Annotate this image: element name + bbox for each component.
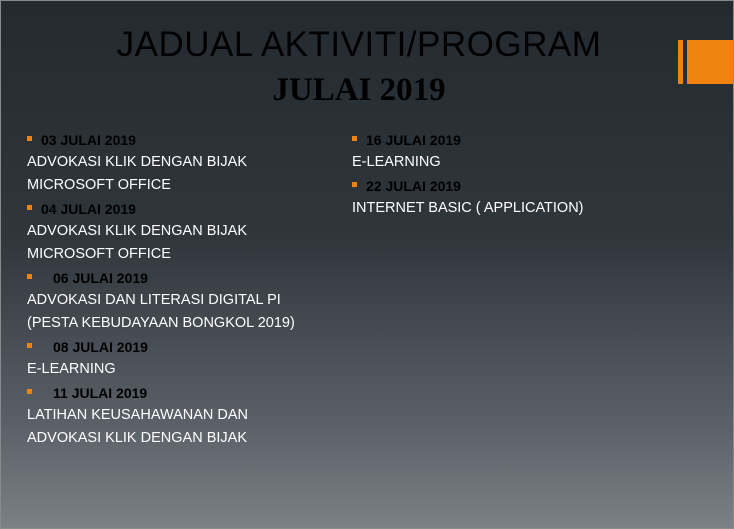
- activity-text: (PESTA KEBUDAYAAN BONGKOL 2019): [27, 315, 295, 331]
- date-line: [27, 335, 295, 358]
- bullet-square-icon: [27, 274, 32, 279]
- entry-date: 04 JULAI 2019: [41, 200, 136, 217]
- activity-text: E-LEARNING: [352, 154, 441, 170]
- date-line: [352, 174, 584, 197]
- date-line: [27, 266, 295, 289]
- bullet-square-icon: [27, 136, 32, 141]
- bullet-square-icon: [352, 136, 357, 141]
- accent-block: [687, 40, 734, 84]
- date-line: [352, 128, 584, 151]
- activity-text: ADVOKASI DAN LITERASI DIGITAL PI: [27, 292, 281, 308]
- schedule-entry: [27, 335, 295, 381]
- entry-date: 11 JULAI 2019: [53, 384, 148, 401]
- bullet-square-icon: [352, 182, 357, 187]
- left-column: [27, 128, 295, 450]
- schedule-entry: [27, 128, 295, 197]
- entry-date: 08 JULAI 2019: [53, 338, 148, 355]
- activity-text: LATIHAN KEUSAHAWANAN DAN: [27, 407, 249, 423]
- slide-title: JADUAL AKTIVITI/PROGRAM: [116, 25, 602, 64]
- bullet-square-icon: [27, 343, 32, 348]
- entry-date: 03 JULAI 2019: [41, 131, 136, 148]
- activity-text: MICROSOFT OFFICE: [27, 246, 171, 262]
- bullet-square-icon: [27, 389, 32, 394]
- entry-date: 22 JULAI 2019: [366, 177, 461, 194]
- entry-date: 16 JULAI 2019: [366, 131, 461, 148]
- activity-text: INTERNET BASIC ( APPLICATION): [352, 200, 584, 216]
- schedule-entry: [27, 381, 295, 450]
- activity-text: MICROSOFT OFFICE: [27, 177, 171, 193]
- slide-subtitle: JULAI 2019: [272, 72, 446, 108]
- schedule-entry: [352, 128, 584, 174]
- right-column: [352, 128, 584, 220]
- activity-text: E-LEARNING: [27, 361, 116, 377]
- date-line: [27, 128, 295, 151]
- accent-bar: [678, 40, 683, 84]
- bullet-square-icon: [27, 205, 32, 210]
- schedule-entry: [27, 197, 295, 266]
- activity-text: ADVOKASI KLIK DENGAN BIJAK: [27, 223, 247, 239]
- schedule-entry: [352, 174, 584, 220]
- schedule-entry: [27, 266, 295, 335]
- date-line: [27, 197, 295, 220]
- activity-text: ADVOKASI KLIK DENGAN BIJAK: [27, 430, 247, 446]
- date-line: [27, 381, 295, 404]
- activity-text: ADVOKASI KLIK DENGAN BIJAK: [27, 154, 247, 170]
- entry-date: 06 JULAI 2019: [53, 269, 148, 286]
